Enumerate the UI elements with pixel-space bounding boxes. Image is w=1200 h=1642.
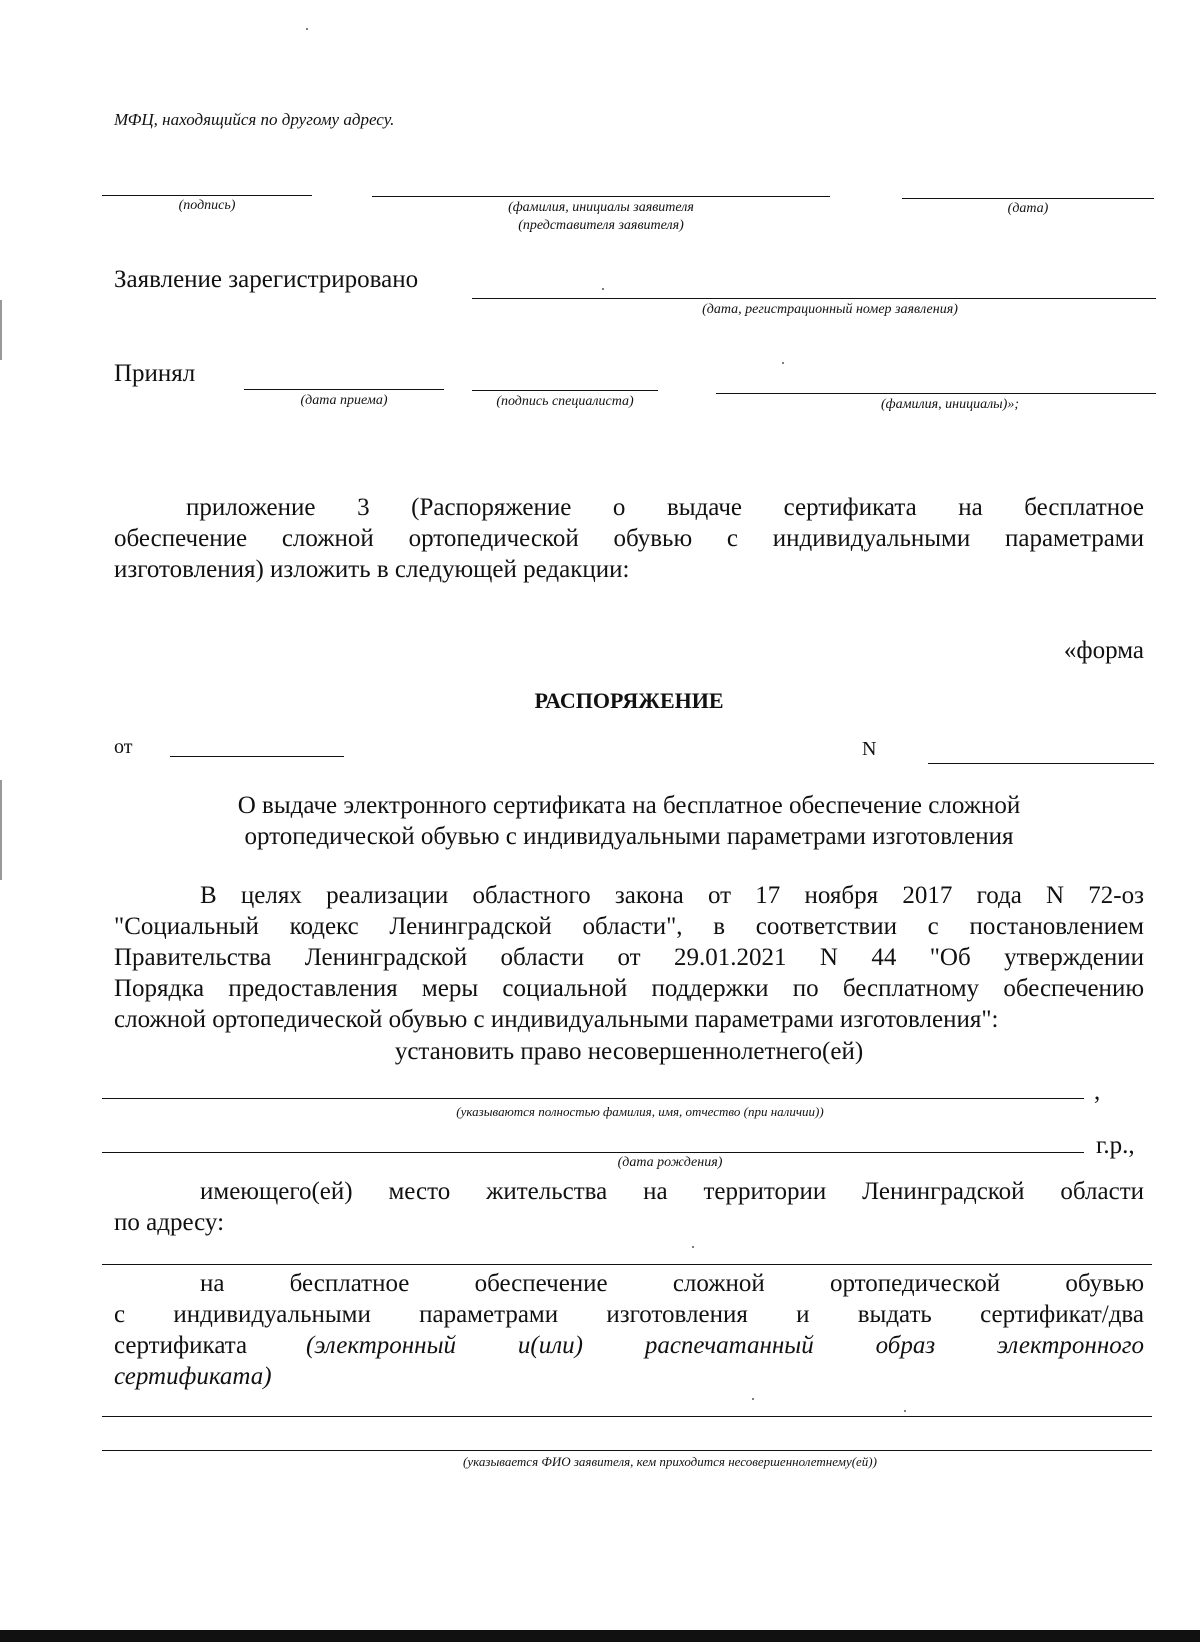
applicant-name-caption-1: (фамилия, инициалы заявителя [508, 200, 694, 215]
address-line [102, 1264, 1152, 1265]
applicant-name-caption-2: (представителя заявителя) [518, 218, 684, 233]
date-line [902, 198, 1154, 199]
establish-right-line: установить право несовершеннолетнего(ей) [394, 1038, 864, 1065]
birth-date-caption: (дата рождения) [617, 1155, 723, 1170]
scan-speck [904, 1410, 906, 1412]
scan-speck [692, 1246, 694, 1248]
accept-date-line [244, 389, 444, 390]
minor-fio-line [102, 1098, 1084, 1099]
specialist-name-caption: (фамилия, инициалы)»; [880, 397, 1019, 412]
accept-date-caption: (дата приема) [300, 393, 388, 408]
applicant-fio-line-2 [102, 1450, 1152, 1451]
scan-speck [602, 288, 604, 290]
registration-caption: (дата, регистрационный номер заявления) [702, 302, 958, 317]
applicant-name-line [372, 196, 830, 197]
form-label: «форма [1063, 637, 1144, 664]
order-date-line [170, 756, 344, 757]
grant-line-1: на бесплатное обеспечение сложной ортопедической обувью [200, 1270, 1144, 1297]
scan-speck [752, 1398, 754, 1400]
order-body-line-2: "Социальный кодекс Ленинградской области", в соответствии с постановлением [114, 913, 1144, 940]
birth-year-suffix: г.р., [1096, 1132, 1135, 1159]
signature-line [102, 195, 312, 196]
order-body-line-5: сложной ортопедической обувью с индивидуальными параметрами изготовления": [114, 1006, 999, 1033]
from-label: от [114, 736, 133, 758]
appendix-line-2: обеспечение сложной ортопедической обувью с индивидуальными параметрами [114, 525, 1144, 552]
order-subject-line-1: О выдаче электронного сертификата на бесплатное обеспечение сложной [237, 792, 1021, 819]
appendix-line-3: изготовления) изложить в следующей редакции: [114, 556, 630, 583]
accepted-label: Принял [114, 360, 196, 387]
date-caption: (дата) [1007, 201, 1049, 216]
residence-line-1: имеющего(ей) место жительства на территории Ленинградской области [200, 1178, 1144, 1205]
order-body-line-4: Порядка предоставления меры социальной поддержки по бесплатному обеспечению [114, 975, 1144, 1002]
scan-speck [306, 28, 308, 30]
grant-line-3-italic: (электронный и(или) распечатанный образ электронного [306, 1332, 1144, 1359]
order-title: РАСПОРЯЖЕНИЕ [534, 688, 724, 713]
order-subject-line-2: ортопедической обувью с индивидуальными параметрами изготовления [244, 823, 1014, 850]
grant-line-4-italic: сертификата) [114, 1363, 272, 1390]
minor-fio-caption: (указываются полностью фамилия, имя, отчество (при наличии)) [456, 1104, 824, 1119]
specialist-sign-line [472, 390, 658, 391]
registration-line [472, 298, 1156, 299]
specialist-sign-caption: (подпись специалиста) [496, 394, 634, 409]
applicant-fio-caption: (указывается ФИО заявителя, кем приходится несовершеннолетнему(ей)) [463, 1454, 877, 1469]
order-number-line [928, 763, 1154, 764]
specialist-name-line [716, 393, 1156, 394]
appendix-line-1: приложение 3 (Распоряжение о выдаче сертификата на бесплатное [186, 494, 1144, 521]
signature-caption: (подпись) [178, 198, 236, 213]
order-body-line-3: Правительства Ленинградской области от 29.01.2021 N 44 "Об утверждении [114, 944, 1144, 971]
fio-comma: , [1094, 1078, 1101, 1105]
number-label: N [862, 738, 877, 760]
grant-line-3-plain: сертификата [114, 1332, 248, 1359]
grant-line-2: с индивидуальными параметрами изготовления и выдать сертификат/два [114, 1301, 1144, 1328]
order-body-line-1: В целях реализации областного закона от 17 ноября 2017 года N 72-оз [200, 882, 1144, 909]
scan-speck [782, 362, 784, 364]
birth-date-line [102, 1152, 1084, 1153]
applicant-fio-line-1 [102, 1416, 1152, 1417]
residence-line-2: по адресу: [114, 1209, 225, 1236]
registration-label: Заявление зарегистрировано [114, 266, 419, 293]
top-note: МФЦ, находящийся по другому адресу. [114, 110, 395, 129]
scan-bottom-edge [0, 1630, 1200, 1642]
scan-edge-mark [0, 300, 2, 360]
